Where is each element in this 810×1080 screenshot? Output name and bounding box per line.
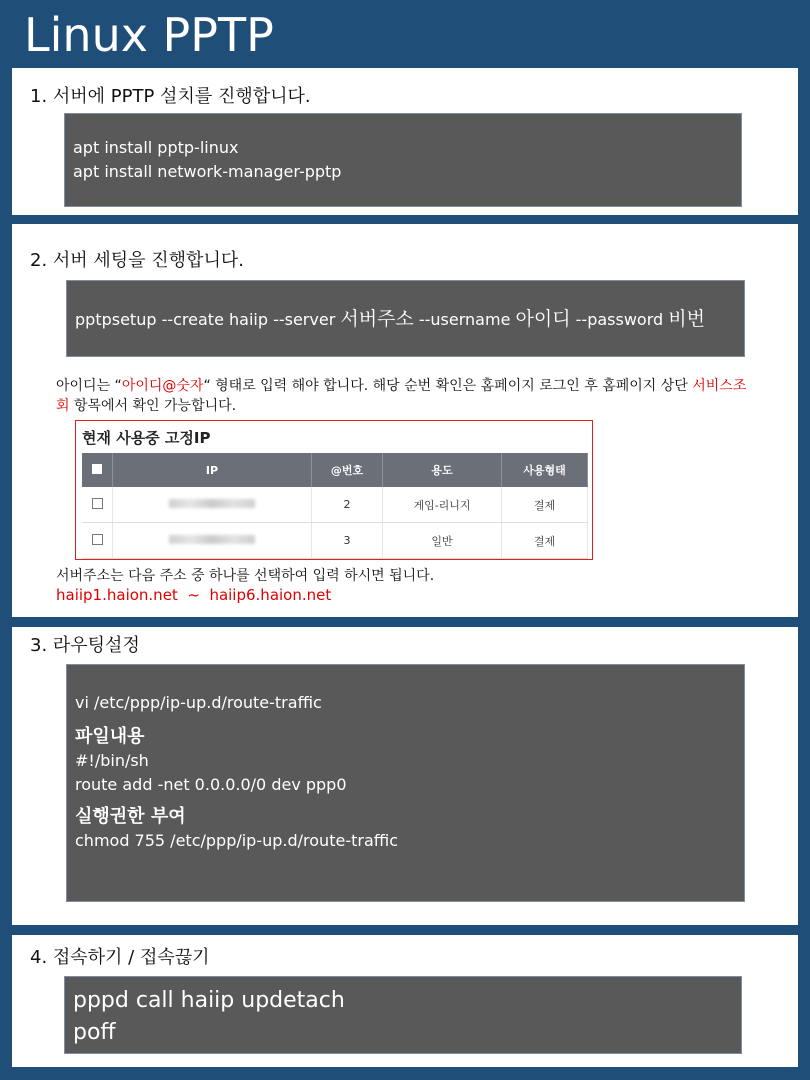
file-line: route add -net 0.0.0.0/0 dev ppp0 [75, 775, 347, 794]
step4-heading: 4. 접속하기 / 접속끊기 [30, 947, 210, 968]
page-title: Linux PPTP [24, 8, 274, 62]
cell-number: 2 [312, 487, 383, 523]
table-row [82, 523, 588, 559]
step1-code-block [64, 113, 742, 207]
cell-type: 결제 [502, 523, 588, 559]
file-line: #!/bin/sh [75, 751, 149, 770]
row-checkbox[interactable] [82, 523, 113, 559]
id-format-note: 아이디는 “아이디@숫자“ 형태로 입력 해야 합니다. 해당 순번 확인은 홈페이지 로그인 후 홈페이지 상단 서비스조회 항목에서 확인 가능합니다. [56, 378, 747, 414]
server-address-note: 서버주소는 다음 주소 중 하나를 선택하여 입력 하시면 됩니다. [56, 568, 435, 584]
blurred-ip [113, 487, 312, 523]
step2-code-block [66, 280, 745, 357]
cell-use: 일반 [383, 523, 502, 559]
fixed-ip-table [82, 453, 588, 560]
cell-use: 게임-리니지 [383, 487, 502, 523]
row-checkbox[interactable] [82, 487, 113, 523]
step1-heading: 1. 서버에 PPTP 설치를 진행합니다. [30, 86, 311, 107]
table-title: 현재 사용중 고정IP [82, 429, 211, 447]
step3-code-block [66, 664, 745, 902]
header-number: @번호 [312, 453, 383, 487]
code-line: apt install network-manager-pptp [73, 162, 342, 181]
header-use: 용도 [383, 453, 502, 487]
cell-number: 3 [312, 523, 383, 559]
header-ip: IP [113, 453, 312, 487]
permission-heading: 실행권한 부여 [75, 806, 186, 827]
blurred-ip [113, 523, 312, 559]
header-type: 사용형태 [502, 453, 588, 487]
code-line: apt install pptp-linux [73, 138, 239, 157]
select-all-checkbox[interactable] [82, 453, 113, 487]
chmod-command: chmod 755 /etc/ppp/ip-up.d/route-traffic [75, 831, 399, 850]
edit-command: vi /etc/ppp/ip-up.d/route-traffic [75, 693, 322, 712]
fixed-ip-table-screenshot [75, 420, 593, 560]
step4-panel [12, 935, 798, 1067]
step2-heading: 2. 서버 세팅을 진행합니다. [30, 250, 244, 271]
table-row [82, 487, 588, 523]
step1-panel [12, 68, 798, 215]
disconnect-command: poff [73, 1020, 116, 1045]
connect-command: pppd call haiip updetach [73, 988, 345, 1013]
cell-type: 결제 [502, 487, 588, 523]
file-content-heading: 파일내용 [75, 726, 145, 747]
step3-heading: 3. 라우팅설정 [30, 635, 140, 656]
step4-code-block [64, 976, 742, 1054]
step3-panel [12, 627, 798, 925]
setup-command: pptpsetup --create haiip --server 서버주소 --username 아이디 --password 비번 [75, 308, 705, 330]
server-address-range: haiip1.haion.net ~ haiip6.haion.net [56, 586, 332, 604]
step2-panel [12, 224, 798, 617]
